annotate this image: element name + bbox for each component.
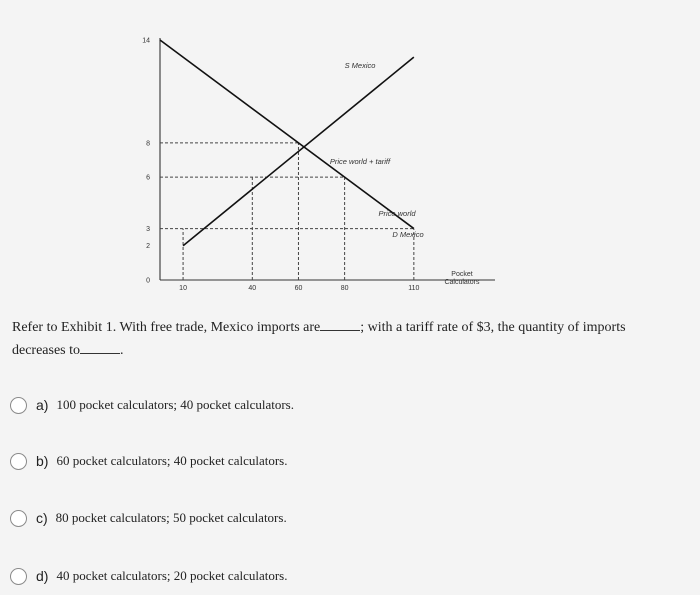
radio-button-b[interactable]: [10, 453, 27, 470]
x-tick-label-0: 10: [179, 285, 187, 292]
option-b-letter: b): [36, 453, 49, 469]
x-tick-label-1: 40: [248, 285, 257, 292]
y-tick-label-2: 3: [146, 226, 150, 234]
option-b-text: 60 pocket calculators; 40 pocket calculators.: [56, 453, 288, 468]
option-a[interactable]: [10, 392, 294, 418]
y-tick-label-1: 2: [146, 243, 150, 251]
option-c-text: 80 pocket calculators; 50 pocket calculators.: [55, 510, 287, 525]
radio-button-d[interactable]: [10, 568, 27, 585]
question-part-1: Refer to Exhibit 1. With free trade, Mexico imports are: [12, 320, 321, 335]
chart-labels: [330, 61, 480, 286]
blank-imports-free-trade: [320, 318, 360, 331]
option-a-text: 100 pocket calculators; 40 pocket calculators.: [56, 397, 294, 412]
question-part-2: ; with a tariff rate of $3, the quantity of imports: [360, 320, 626, 335]
x-axis-title: Pocket Calculators: [444, 271, 480, 286]
option-b[interactable]: [10, 448, 287, 474]
option-c[interactable]: [10, 505, 287, 531]
option-d-letter: d): [36, 568, 49, 584]
chart-axes: [160, 38, 495, 280]
y-tick-label-0: 0: [146, 277, 150, 285]
blank-imports-tariff: [80, 341, 120, 354]
option-d-text: 40 pocket calculators; 20 pocket calculators.: [56, 568, 288, 583]
option-a-letter: a): [36, 397, 49, 413]
question-part-4: .: [120, 343, 124, 358]
y-tick-label-4: 8: [146, 140, 150, 148]
y-tick-label-3: 6: [146, 174, 150, 182]
x-tick-label-2: 60: [294, 285, 303, 292]
question-part-3: decreases to: [12, 343, 81, 358]
x-tick-label-3: 80: [340, 285, 349, 292]
supply-curve-label: S Mexico: [344, 61, 376, 70]
x-tick-label-4: 110: [408, 285, 420, 292]
radio-button-a[interactable]: [10, 397, 27, 414]
demand-curve-label: D Mexico: [392, 230, 424, 239]
y-tick-label-5: 14: [142, 37, 150, 45]
radio-button-c[interactable]: [10, 510, 27, 527]
option-c-letter: c): [36, 510, 48, 526]
price-world-label: Price world: [378, 209, 416, 218]
option-d[interactable]: [10, 563, 287, 589]
demand-line: [160, 40, 414, 229]
price-tariff-label: Price world + tariff: [329, 157, 391, 166]
question-text: [12, 316, 688, 362]
